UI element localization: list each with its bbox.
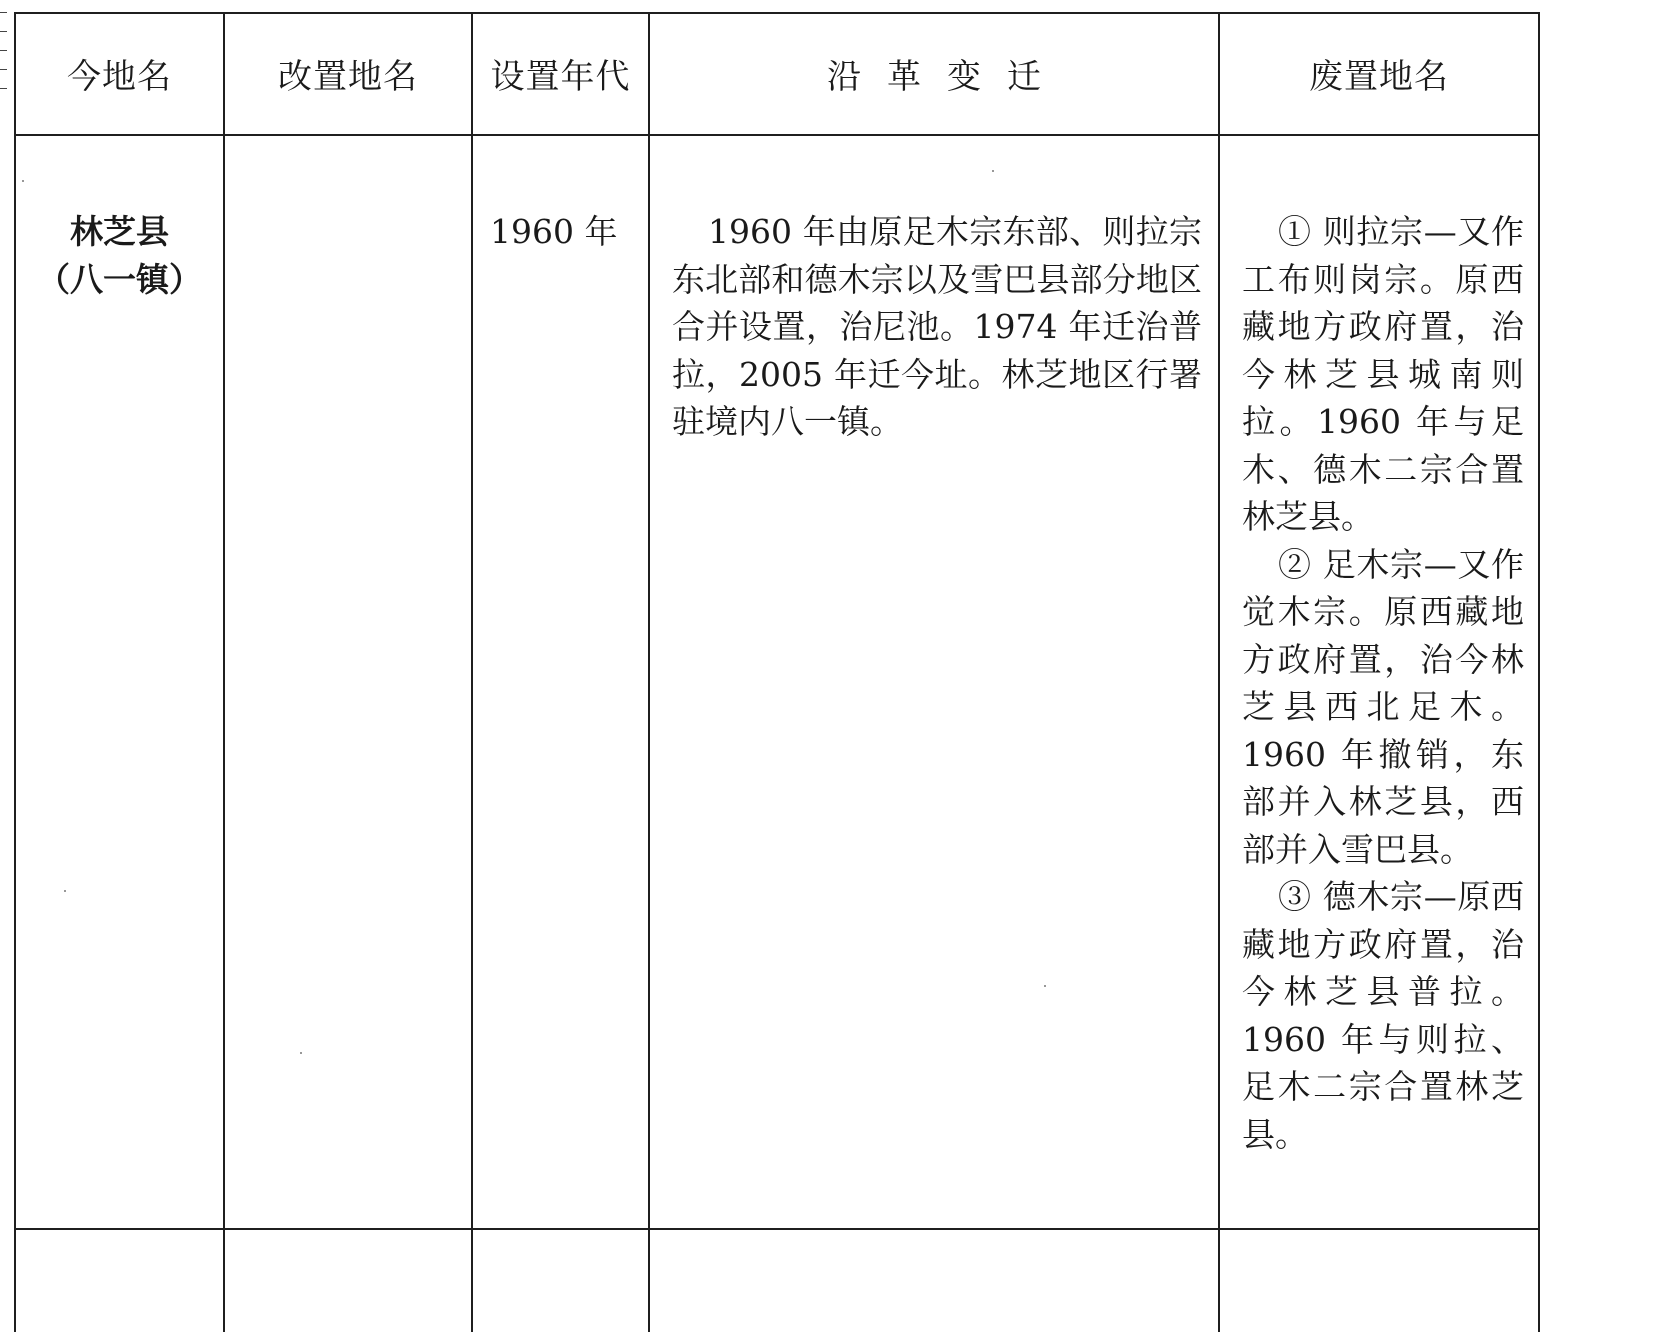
established-year: 1960 年 — [490, 212, 618, 251]
gazetteer-table — [14, 12, 1638, 1332]
abolished-names — [1242, 208, 1524, 1158]
page-edge-marks — [0, 12, 8, 134]
abolished-entry-zumu: ② 足木宗—又作觉木宗。原西藏地方政府置，治今林芝县西北足木。1960 年撤销，东部并入林芝县，西部并入雪巴县。 — [1242, 544, 1524, 869]
current-place-name: 林芝县 — [70, 212, 169, 251]
column-divider — [223, 12, 225, 1332]
abolished-entry-demu: ③ 德木宗—原西藏地方政府置，治今林芝县普拉。1960 年与则拉、足木二宗合置林芝县。 — [1242, 877, 1524, 1154]
column-divider — [648, 12, 650, 1332]
header-current-name: 今地名 — [67, 56, 172, 97]
current-place-note: （八一镇） — [37, 260, 202, 299]
column-divider — [1218, 12, 1220, 1332]
header-abolished-name: 废置地名 — [1309, 56, 1449, 97]
header-history: 沿革变迁 — [827, 56, 1067, 97]
history-paragraph: 1960 年由原足木宗东部、则拉宗东北部和德木宗以及雪巴县部分地区合并设置，治尼池。1974 年迁治普拉，2005 年迁今址。林芝地区行署驻境内八一镇。 — [672, 212, 1202, 441]
header-divider — [14, 134, 1540, 136]
scan-speck — [22, 180, 24, 182]
row-divider — [14, 1228, 1540, 1230]
history-text — [672, 208, 1202, 446]
scan-speck — [1044, 985, 1046, 987]
header-renamed-name: 改置地名 — [278, 56, 418, 97]
table-border-right — [1538, 12, 1540, 1332]
scan-speck — [300, 1052, 302, 1054]
scan-speck — [992, 170, 994, 172]
column-divider — [471, 12, 473, 1332]
header-established-year: 设置年代 — [490, 56, 631, 97]
abolished-entry-zela: ① 则拉宗—又作工布则岗宗。原西藏地方政府置，治今林芝县城南则拉。1960 年与足木、德木二宗合置林芝县。 — [1242, 212, 1524, 536]
scan-speck — [64, 890, 66, 892]
